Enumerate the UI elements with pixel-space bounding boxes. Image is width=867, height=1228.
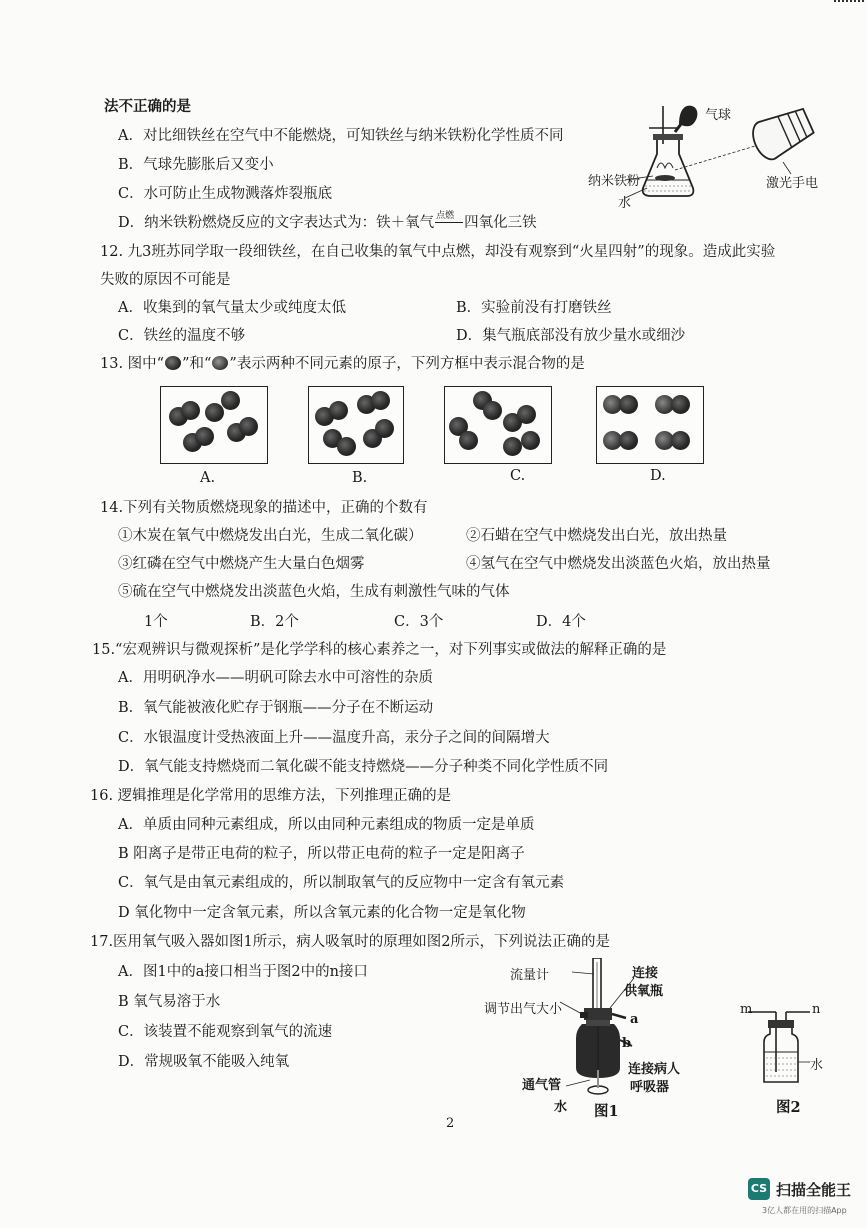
q15-option-c: C．水银温度计受热液面上升——温度升高，汞分子之间的间隔增大 xyxy=(118,730,550,746)
q17-fig1-label-adjust: 调节出气大小 xyxy=(484,1002,563,1017)
q17-option-d: D．常规吸氧不能吸入纯氧 xyxy=(118,1054,290,1070)
q12-option-d: D．集气瓶底部没有放少量水或细沙 xyxy=(456,328,686,344)
q14-statement-3: ③红磷在空气中燃烧产生大量白色烟雾 xyxy=(118,556,365,572)
q16-option-a: A．单质由同种元素组成，所以由同种元素组成的物质一定是单质 xyxy=(118,817,535,833)
atom xyxy=(371,391,390,410)
q13-label-b: B. xyxy=(352,470,368,486)
q17-fig2-caption: 图2 xyxy=(776,1099,801,1116)
q17-fig1-label-connect-tank-2: 供氧瓶 xyxy=(624,984,664,999)
q11-label-nano-iron: 纳米铁粉 xyxy=(588,174,641,189)
q11-option-d xyxy=(118,213,537,233)
q15-option-d: D．氧气能支持燃烧而二氧化碳不能支持燃烧——分子种类不同化学性质不同 xyxy=(118,759,609,775)
q17-option-b: B 氧气易溶于水 xyxy=(118,994,221,1010)
q15-stem: 15.“宏观辨识与微观探析”是化学学科的核心素养之一，对下列事实或做法的解释正确的是 xyxy=(92,642,667,658)
q17-fig1-label-flowmeter: 流量计 xyxy=(510,968,550,983)
atom xyxy=(521,431,540,450)
atom xyxy=(375,419,394,438)
q14-stem: 14.下列有关物质燃烧现象的描述中，正确的个数有 xyxy=(100,500,428,516)
atom xyxy=(329,401,348,420)
atom xyxy=(181,401,200,420)
q17-fig2-label-m: m xyxy=(740,1002,753,1017)
q15-option-a: A．用明矾净水——明矾可除去水中可溶性的杂质 xyxy=(118,670,433,686)
q13-stem-part3: ”表示两种不同元素的原子，下列方框中表示混合物的是 xyxy=(229,356,585,372)
q13-box-c xyxy=(444,386,552,464)
q17-fig1-label-vent-tube: 通气管 xyxy=(522,1078,562,1093)
q17-fig1-label-connect-tank-1: 连接 xyxy=(632,966,659,981)
q14-option-a: 1个 xyxy=(144,614,168,630)
q14-option-c: C．3个 xyxy=(394,614,444,630)
q11-option-d-suffix: 四氧化三铁 xyxy=(464,215,537,231)
atom xyxy=(221,391,240,410)
q14-statement-5: ⑤硫在空气中燃烧发出淡蓝色火焰，生成有刺激性气味的气体 xyxy=(118,584,510,600)
q12-option-b: B．实验前没有打磨铁丝 xyxy=(456,300,612,316)
atom xyxy=(619,431,638,450)
q15-option-b: B．氧气能被液化贮存于钢瓶——分子在不断运动 xyxy=(118,700,434,716)
q12-option-c: C．铁丝的温度不够 xyxy=(118,328,246,344)
atom xyxy=(619,395,638,414)
q13-stem-part1: 13. 图中“ xyxy=(100,356,165,372)
atom xyxy=(483,401,502,420)
atom xyxy=(517,405,536,424)
atom xyxy=(205,403,224,422)
q11-label-water: 水 xyxy=(618,196,632,211)
q17-fig1-label-connect-patient-1: 连接病人 xyxy=(628,1062,681,1077)
atom xyxy=(459,431,478,450)
q16-option-c: C．氧气是由氧元素组成的，所以制取氧气的反应物中一定含有氧元素 xyxy=(118,875,565,891)
q13-label-a: A. xyxy=(200,470,216,486)
q17-fig1-caption: 图1 xyxy=(594,1103,619,1120)
page-number: 2 xyxy=(446,1116,455,1131)
q11-option-b: B．气球先膨胀后又变小 xyxy=(118,157,274,173)
q17-fig1-label-connect-patient-2: 呼吸器 xyxy=(630,1080,670,1095)
atom xyxy=(239,417,258,436)
q17-fig1-label-a: a xyxy=(630,1012,639,1027)
q17-stem: 17.医用氧气吸入器如图1所示，病人吸氧时的原理如图2所示，下列说法正确的是 xyxy=(90,934,611,950)
atom xyxy=(671,395,690,414)
q13-label-c: C. xyxy=(510,468,526,484)
q13-stem-part2: ”和“ xyxy=(182,356,212,372)
watermark-tagline: 3亿人都在用的扫描App xyxy=(762,1206,847,1215)
atom xyxy=(671,431,690,450)
q16-stem: 16. 逻辑推理是化学常用的思维方法，下列推理正确的是 xyxy=(90,788,452,804)
q13-box-d xyxy=(596,386,704,464)
scan-corner-mark xyxy=(834,0,864,8)
q11-label-laser-torch: 激光手电 xyxy=(766,176,819,191)
q13-label-d: D. xyxy=(650,468,666,484)
q11-label-balloon: 气球 xyxy=(705,108,732,123)
watermark-brand: 扫描全能王 xyxy=(776,1181,852,1199)
q17-option-c: C．该装置不能观察到氧气的流速 xyxy=(118,1024,333,1040)
q11-option-c: C．水可防止生成物溅落炸裂瓶底 xyxy=(118,186,333,202)
atom xyxy=(337,437,356,456)
q17-option-a: A．图1中的a接口相当于图2中的n接口 xyxy=(118,964,368,980)
q12-option-a: A．收集到的氧气量太少或纯度太低 xyxy=(118,300,346,316)
atom xyxy=(195,427,214,446)
q14-statement-1: ①木炭在氧气中燃烧发出白光，生成二氧化碳） xyxy=(118,528,423,544)
q11-option-a: A．对比细铁丝在空气中不能燃烧，可知铁丝与纳米铁粉化学性质不同 xyxy=(118,128,564,144)
q13-box-a xyxy=(160,386,268,464)
q14-statement-4: ④氢气在空气中燃烧发出淡蓝色火焰，放出热量 xyxy=(466,556,771,572)
q17-fig2-label-n: n xyxy=(812,1002,821,1017)
q13-stem xyxy=(100,354,585,374)
q14-statement-2: ②石蜡在空气中燃烧发出白光，放出热量 xyxy=(466,528,727,544)
atom-type-1-icon xyxy=(165,356,181,370)
q17-fig2-label-water: 水 xyxy=(810,1058,824,1073)
q14-option-b: B．2个 xyxy=(250,614,299,630)
q17-fig1-label-b: b xyxy=(622,1036,632,1051)
q12-stem-line1: 12. 九3班苏同学取一段细铁丝，在自己收集的氧气中点燃，却没有观察到“火星四射”的现象。造成此实验 xyxy=(100,244,776,260)
q17-fig1-label-water: 水 xyxy=(554,1100,568,1115)
q11-reaction-arrow xyxy=(434,213,464,233)
q16-option-b: B 阳离子是带正电荷的粒子，所以带正电荷的粒子一定是阳离子 xyxy=(118,846,525,862)
atom-type-2-icon xyxy=(212,356,228,370)
q16-option-d: D 氧化物中一定含氧元素，所以含氧元素的化合物一定是氧化物 xyxy=(118,905,526,921)
q11-reaction-condition: 点燃 xyxy=(436,211,455,221)
q12-stem-line2: 失败的原因不可能是 xyxy=(100,272,231,288)
camscanner-logo-icon: CS xyxy=(748,1178,770,1200)
q11-tail: 法不正确的是 xyxy=(104,98,191,115)
atom xyxy=(503,437,522,456)
q13-box-b xyxy=(308,386,404,464)
q14-option-d: D．4个 xyxy=(536,614,586,630)
q11-option-d-prefix: D．纳米铁粉燃烧反应的文字表达式为：铁＋氧气 xyxy=(118,215,435,231)
